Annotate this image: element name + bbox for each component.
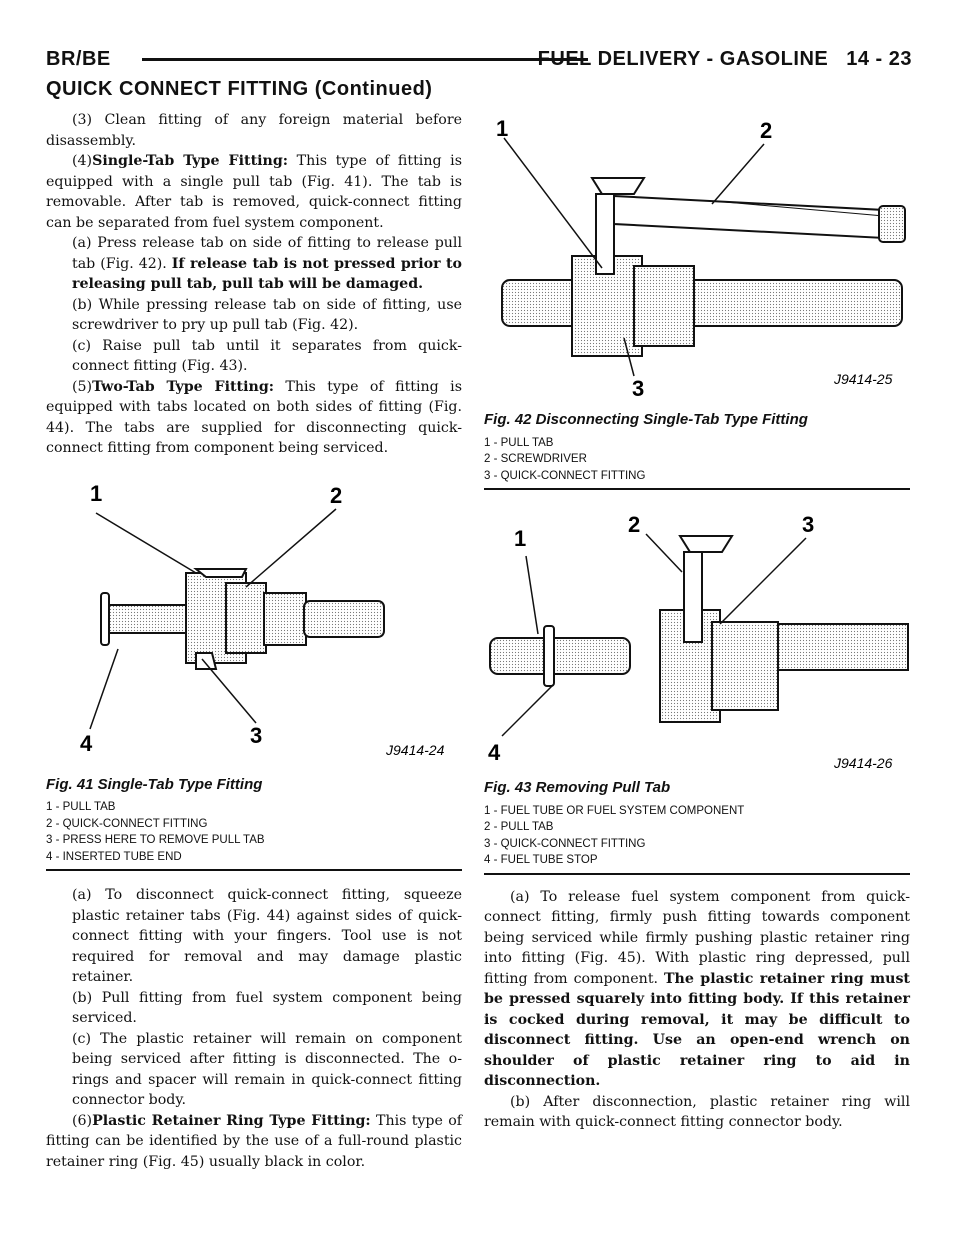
step-text: (a) Press release tab on side of fitting to release pull tab (Fig. 42). xyxy=(72,235,462,272)
step-text: This type of fitting can be identified by the use of a full-round plastic retainer ring (Fig. 45) usually black in color. xyxy=(46,1112,462,1170)
step-4a xyxy=(46,233,462,295)
callout-3: 3 xyxy=(632,376,645,401)
step-number: (6) xyxy=(72,1112,93,1129)
callout-3: 3 xyxy=(802,512,815,537)
legend-item: 4 - INSERTED TUBE END xyxy=(46,850,182,863)
legend-item: 1 - PULL TAB xyxy=(484,436,554,449)
step-4c: (c) Raise pull tab until it separates from quick-connect fitting (Fig. 43). xyxy=(72,337,462,374)
callout-2: 2 xyxy=(760,118,773,143)
step-text: This type of fitting is equipped with a single pull tab (Fig. 41). The tab is removable. After tab is removed, quick-connect fitting can be separated from fuel system component. xyxy=(46,153,462,231)
step-6 xyxy=(46,1111,462,1173)
figure-title: Fig. 41 Single-Tab Type Fitting xyxy=(46,775,263,793)
left-column xyxy=(46,110,462,1172)
right-column xyxy=(484,108,910,1133)
step-heading: Single-Tab Type Fitting: xyxy=(92,153,288,169)
figure-41 xyxy=(46,473,462,872)
figure-42 xyxy=(484,108,910,490)
step-heading: Two-Tab Type Fitting: xyxy=(92,378,274,395)
step-4 xyxy=(46,151,462,233)
legend-item: 4 - FUEL TUBE STOP xyxy=(484,854,598,866)
fig41-illustration xyxy=(46,473,462,773)
callout-3: 3 xyxy=(250,722,263,748)
figure-legend xyxy=(484,435,910,485)
caution-text: If release tab is not pressed prior to releasing pull tab, pull tab will be damaged. xyxy=(72,255,462,292)
figure-code: J9414-24 xyxy=(386,741,445,758)
callout-1: 1 xyxy=(514,526,527,551)
legend-item: 1 - FUEL TUBE OR FUEL SYSTEM COMPONENT xyxy=(484,804,745,817)
callout-4: 4 xyxy=(80,730,93,756)
step-5 xyxy=(46,377,462,459)
step-text: This type of fitting is equipped with tabs located on both sides of fitting (Fig. 44). The tabs are supplied for disconnecting quick-connect fitting from component being serviced. xyxy=(46,378,462,456)
figure-title: Fig. 43 Removing Pull Tab xyxy=(484,779,671,796)
callout-2: 2 xyxy=(330,482,343,508)
step-number: (5) xyxy=(72,378,93,395)
figure-divider xyxy=(484,873,910,875)
page-header xyxy=(46,46,912,76)
fig43-illustration xyxy=(484,498,910,776)
step-4b: (b) While pressing release tab on side of fitting, use screwdriver to pry up pull tab (Fig. 42). xyxy=(72,296,462,333)
step-5a: (a) To disconnect quick-connect fitting, squeeze plastic retainer tabs (Fig. 44) against sides of quick-connect fitting with your fingers. Tool use is not required for removal and may damage plastic retainer. xyxy=(72,887,462,985)
step-3: (3) Clean fitting of any foreign material before disassembly. xyxy=(46,112,462,149)
legend-item: 2 - SCREWDRIVER xyxy=(484,453,587,465)
figure-43 xyxy=(484,498,910,875)
figure-divider xyxy=(46,869,462,871)
caution-text: The plastic retainer ring must be pressed squarely into fitting body. If this retainer is cocked during removal, it may be difficult to disconnect fitting. Use an open-end wrench on shoulder of plastic retainer ring to aid in disconnection. xyxy=(484,970,910,1089)
legend-item: 2 - QUICK-CONNECT FITTING xyxy=(46,817,208,830)
step-number: (4) xyxy=(72,153,93,169)
figure-title: Fig. 42 Disconnecting Single-Tab Type Fitting xyxy=(484,411,808,428)
fig42-illustration xyxy=(484,108,910,408)
legend-item: 2 - PULL TAB xyxy=(484,821,554,833)
figure-divider xyxy=(484,488,910,490)
legend-item: 3 - QUICK-CONNECT FITTING xyxy=(484,469,646,482)
legend-item: 3 - QUICK-CONNECT FITTING xyxy=(484,837,646,850)
step-6a xyxy=(484,887,910,1092)
figure-legend xyxy=(484,803,910,869)
header-rule xyxy=(142,58,588,61)
step-5b: (b) Pull fitting from fuel system component being serviced. xyxy=(72,989,462,1026)
section-name: FUEL DELIVERY - GASOLINE xyxy=(537,48,829,70)
figure-code: J9414-26 xyxy=(834,755,893,771)
section-title xyxy=(538,48,912,71)
callout-1: 1 xyxy=(496,116,509,141)
page-number: 14 - 23 xyxy=(846,48,912,70)
manual-model: BR/BE xyxy=(46,48,111,70)
section-subtitle: QUICK CONNECT FITTING (Continued) xyxy=(46,78,433,100)
figure-legend xyxy=(46,799,462,865)
callout-2: 2 xyxy=(628,512,641,537)
legend-item: 3 - PRESS HERE TO REMOVE PULL TAB xyxy=(46,834,265,846)
legend-item: 1 - PULL TAB xyxy=(46,801,116,813)
figure-code: J9414-25 xyxy=(834,371,893,387)
callout-1: 1 xyxy=(90,480,103,506)
step-heading: Plastic Retainer Ring Type Fitting: xyxy=(92,1112,371,1129)
step-6b: (b) After disconnection, plastic retainer ring will remain with quick-connect fitting connector body. xyxy=(484,1093,910,1130)
step-5c: (c) The plastic retainer will remain on component being serviced after fitting is disconnected. The o-rings and spacer will remain in quick-connect fitting connector body. xyxy=(72,1030,462,1108)
callout-4: 4 xyxy=(488,740,501,765)
step-text: (a) To release fuel system component from quick-connect fitting, firmly push fitting towards component being serviced while firmly pushing plastic retainer ring into fitting (Fig. 45). With plastic ring depressed, pull fitting from component. xyxy=(484,888,910,987)
